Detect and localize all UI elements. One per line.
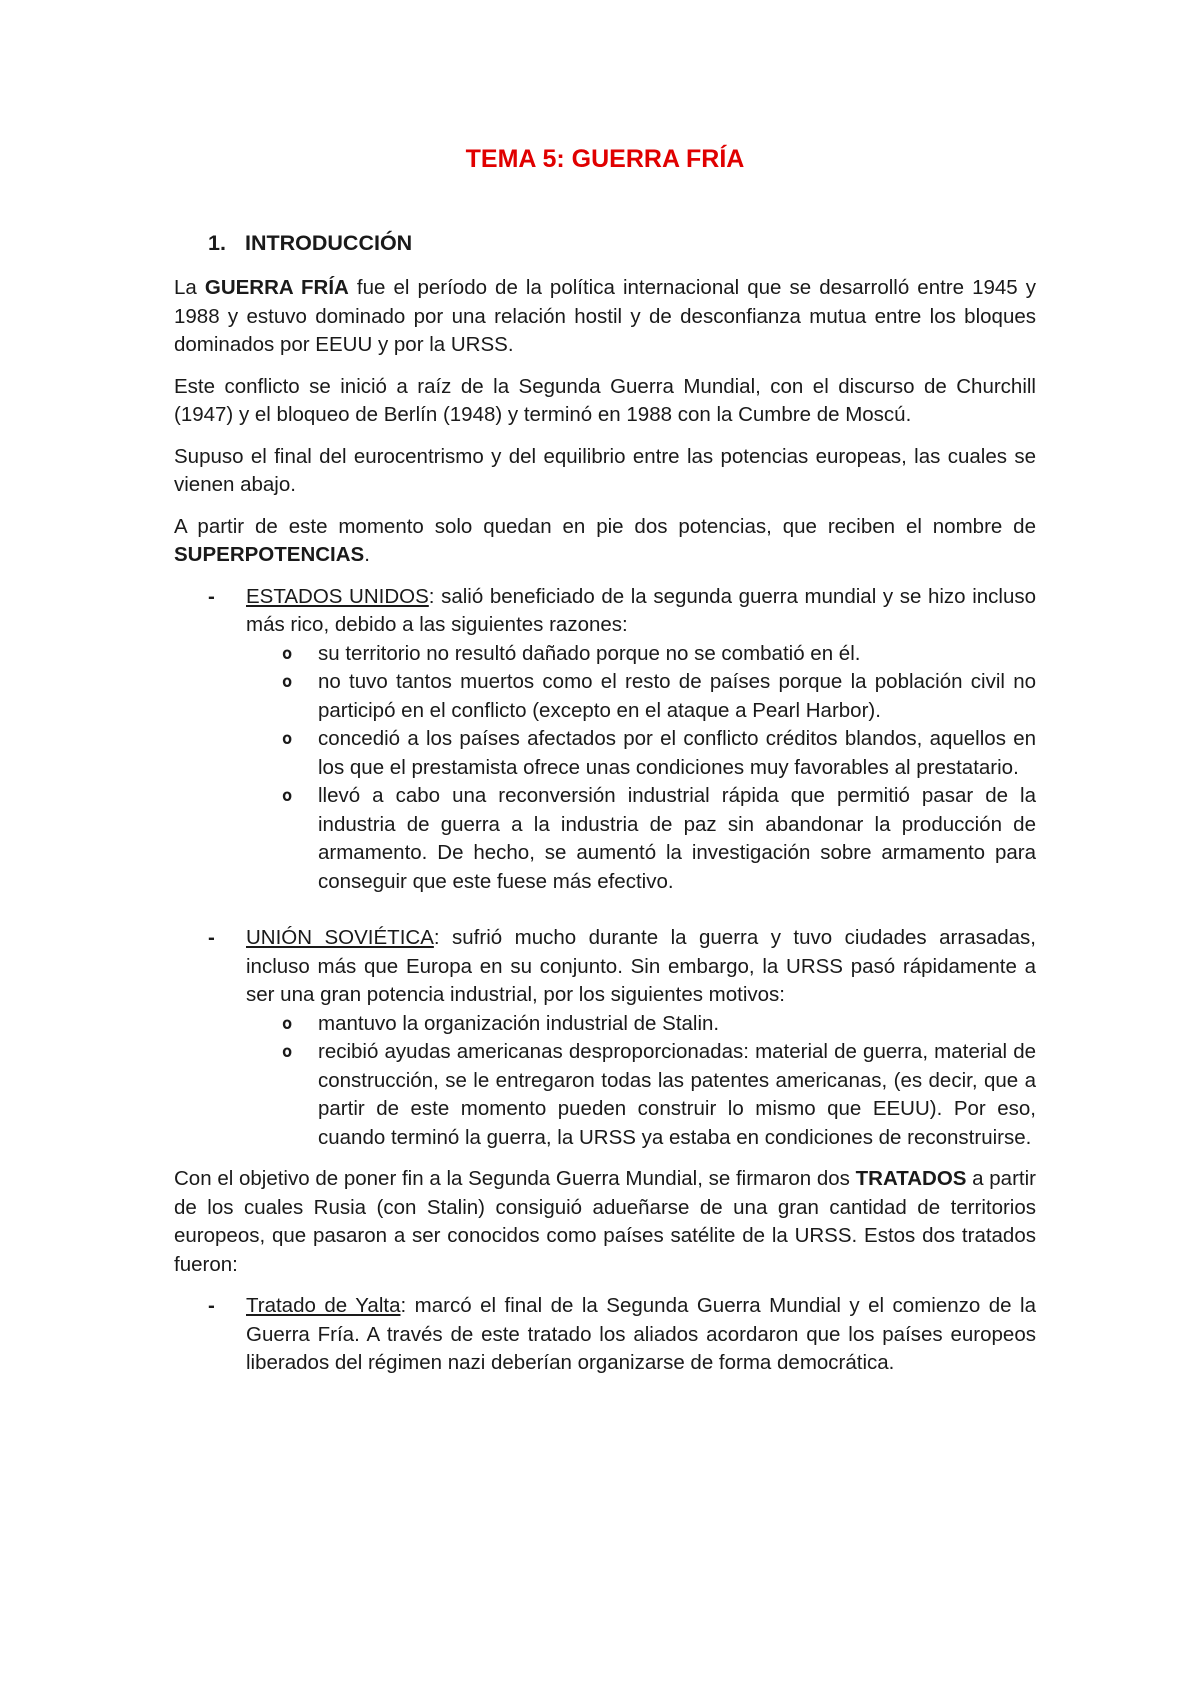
circle-bullet-icon: o xyxy=(282,1042,293,1062)
text-run: Con el objetivo de poner fin a la Segunda Guerra Mundial, se firmaron dos xyxy=(174,1167,856,1190)
bold-term: TRATADOS xyxy=(855,1167,967,1190)
document-title: TEMA 5: GUERRA FRÍA xyxy=(465,145,745,173)
text-run: La xyxy=(174,276,205,299)
dash-marker: - xyxy=(208,584,215,608)
list-item xyxy=(246,668,1036,725)
list-item-text: llevó a cabo una reconversión industrial rápida que permitió pasar de la industria de guerra a la industria de paz sin abandonar la producción de armamento. De hecho, se aumentó la investigación sobre armamento para conseguir que este fuese más efectivo. xyxy=(318,784,1036,893)
section-number: 1. xyxy=(208,231,226,255)
list-item-text: recibió ayudas americanas desproporcionadas: material de guerra, material de construcción, se le entregaron todas las patentes americanas, (es decir, que a partir de este momento pueden construir lo mismo que EEUU). Por eso, cuando terminó la guerra, la URSS ya estaba en condiciones de reconstruirse. xyxy=(318,1040,1036,1149)
paragraph-origin: Este conflicto se inició a raíz de la Segunda Guerra Mundial, con el discurso de Churchill (1947) y el bloqueo de Berlín (1948) y terminó en 1988 con la Cumbre de Moscú. xyxy=(174,374,1036,426)
circle-bullet-icon: o xyxy=(282,672,293,692)
list-item-usa xyxy=(174,583,1036,897)
paragraph-superpowers xyxy=(174,513,1036,570)
list-item-text: su territorio no resultó dañado porque no se combatió en él. xyxy=(318,641,861,665)
list-item xyxy=(246,640,1036,669)
list-item-text: mantuvo la organización industrial de Stalin. xyxy=(318,1011,720,1035)
list-item xyxy=(246,782,1036,896)
bold-term: GUERRA FRÍA xyxy=(204,276,349,299)
dash-marker: - xyxy=(208,926,215,949)
circle-bullet-icon: o xyxy=(282,786,293,806)
section-title: INTRODUCCIÓN xyxy=(245,231,413,255)
list-item-text: no tuvo tantos muertos como el resto de países porque la población civil no participó en el conflicto (excepto en el ataque a Pearl Harbor). xyxy=(318,670,1036,722)
paragraph-eurocentrism: Supuso el final del eurocentrismo y del equilibrio entre las potencias europeas, las cuales se vienen abajo. xyxy=(174,444,1036,496)
item-text: : sufrió mucho durante la guerra y tuvo ciudades arrasadas, incluso más que Europa en su conjunto. Sin embargo, la URSS pasó rápidamente a ser una gran potencia industrial, por los siguientes motivos: xyxy=(246,926,1036,1006)
circle-bullet-icon: o xyxy=(282,643,293,664)
ussr-reasons-list xyxy=(246,1010,1036,1153)
list-item-yalta xyxy=(174,1292,1036,1378)
item-label: ESTADOS UNIDOS xyxy=(246,584,429,608)
text-run: A partir de este momento solo quedan en pie dos potencias, que reciben el nombre de xyxy=(174,514,1036,538)
document-content xyxy=(174,143,1036,1378)
item-text: : salió beneficiado de la segunda guerra mundial y se hizo incluso más rico, debido a las siguientes razones: xyxy=(246,584,1037,636)
text-run: . xyxy=(364,543,370,566)
section-heading xyxy=(174,228,1036,258)
paragraph-definition xyxy=(174,274,1036,360)
circle-bullet-icon: o xyxy=(282,729,293,749)
item-text: : marcó el final de la Segunda Guerra Mundial y el comienzo de la Guerra Fría. A través de este tratado los aliados acordaron que los países europeos liberados del régimen nazi deberían organizarse de forma democrática. xyxy=(246,1294,1036,1374)
item-label: Tratado de Yalta xyxy=(246,1294,401,1317)
text-run: fue el período de la política internacional que se desarrolló entre 1945 y 1988 y estuvo dominado por una relación hostil y de desconfianza mutua entre los bloques dominados por EEUU y por la URSS. xyxy=(174,276,1037,356)
usa-reasons-list xyxy=(246,640,1036,897)
treaties-list xyxy=(174,1292,1036,1378)
bold-term: SUPERPOTENCIAS xyxy=(174,543,365,566)
dash-marker: - xyxy=(208,1294,215,1317)
list-item-ussr xyxy=(174,924,1036,1152)
text-run: a partir de los cuales Rusia (con Stalin) consiguió adueñarse de una gran cantidad de territorios europeos, que pasaron a ser conocidos como países satélite de la URSS. Estos dos tratados fueron: xyxy=(174,1167,1036,1276)
superpowers-list xyxy=(174,583,1036,1153)
item-label: UNIÓN SOVIÉTICA xyxy=(246,926,434,949)
list-item xyxy=(246,725,1036,782)
list-item xyxy=(246,1010,1036,1039)
list-item-text: concedió a los países afectados por el conflicto créditos blandos, aquellos en los que el prestamista ofrece unas condiciones muy favorables al prestatario. xyxy=(318,727,1036,779)
list-item xyxy=(246,1038,1036,1152)
paragraph-treaties xyxy=(174,1165,1036,1279)
circle-bullet-icon: o xyxy=(282,1013,293,1034)
